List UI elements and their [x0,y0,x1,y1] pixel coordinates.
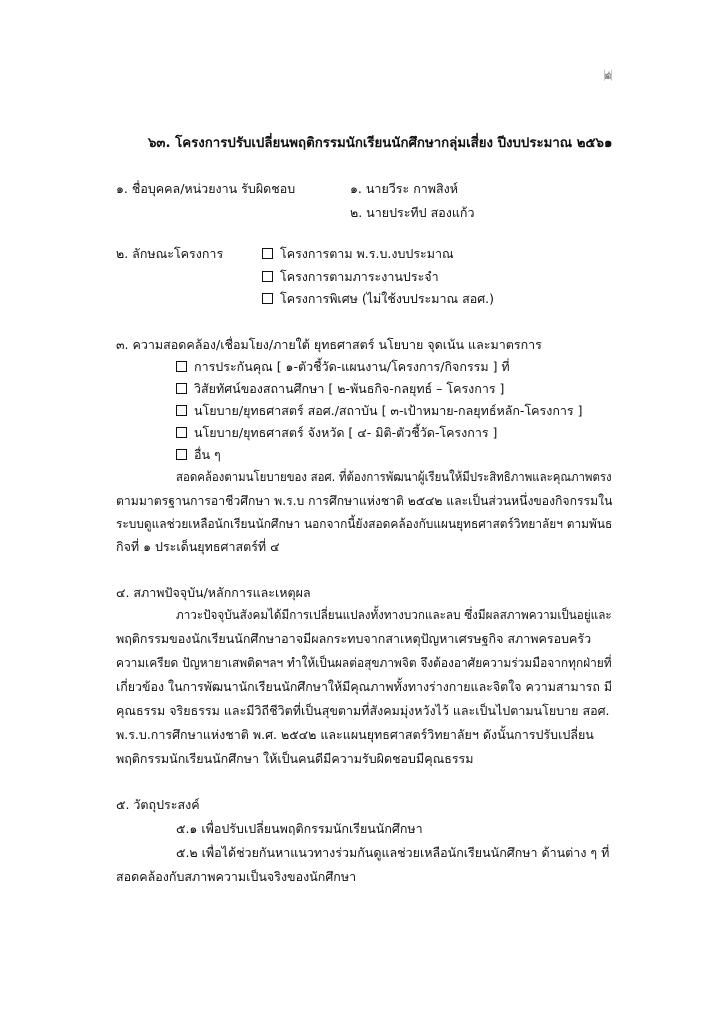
section3-label: ๓. ความสอดคล้อง/เชื่อมโยง/ภายใต้ ยุทธศาสตร์ นโยบาย จุดเน้น และมาตรการ [116,337,542,352]
checkbox-icon[interactable] [176,361,187,372]
option-label: วิสัยทัศน์ของสถานศึกษา [ ๒-พันธกิจ-กลยุทธ์ – โครงการ ] [194,381,505,396]
responsible-person-2: ๒. นายประทีป สองแก้ว [350,205,475,220]
option-label: โครงการตามภาระงานประจำ [280,269,439,284]
option-label: นโยบาย/ยุทธศาสตร์ สอศ./สถาบัน [ ๓-เป้าหมาย-กลยุทธ์หลัก-โครงการ ] [194,403,583,418]
alignment-option-2 [176,380,504,398]
section1-label: ๑. ชื่อบุคคล/หน่วยงาน รับผิดชอบ [116,181,296,196]
section3-paragraph-line-1: สอดคล้องตามนโยบายของ สอศ. ที่ต้องการพัฒนาผู้เรียนให้มีประสิทธิภาพและคุณภาพตรง [176,469,612,484]
checkbox-icon[interactable] [262,248,273,259]
objective-item-2-cont: สอดคล้องกับสภาพความเป็นจริงของนักศึกษา [116,869,357,884]
alignment-option-4 [176,424,497,442]
option-label: นโยบาย/ยุทธศาสตร์ จังหวัด [ ๔- มิติ-ตัวชี้วัด-โครงการ ] [194,425,498,440]
checkbox-icon[interactable] [176,427,187,438]
alignment-option-1 [176,358,510,376]
checkbox-icon[interactable] [262,293,273,304]
project-type-option-2 [262,268,439,286]
section4-paragraph-line-5: คุณธรรม จริยธรรม และมีวิถีชีวิตที่เป็นสุขตามที่สังคมมุ่งหวังไว้ และเป็นไปตามนโยบาย สอศ. [116,703,610,718]
option-label: อื่น ๆ [194,447,221,462]
section4-paragraph-line-6: พ.ร.บ.การศึกษาแห่งชาติ พ.ศ. ๒๕๔๒ และแผนยุทธศาสตร์วิทยาลัยฯ ดังนั้นการปรับเปลี่ยน [116,727,594,742]
option-label: โครงการพิเศษ (ไม่ใช้งบประมาณ สอศ.) [280,291,494,306]
responsible-person-1: ๑. นายวีระ กาพสิงห์ [350,181,458,196]
section3-paragraph-line-2: ตามมาตรฐานการอาชีวศึกษา พ.ร.บ การศึกษาแห่งชาติ ๒๕๔๒ และเป็นส่วนหนึ่งของกิจกรรมใน [116,493,613,508]
option-label: การประกันคุณ [ ๑-ตัวชี้วัด-แผนงาน/โครงการ/กิจกรรม ] ที่ [194,359,510,374]
section4-paragraph-line-1: ภาวะปัจจุบันสังคมได้มีการเปลี่ยนแปลงทั้งทางบวกและลบ ซึ่งมีผลสภาพความเป็นอยู่และ [176,607,612,622]
section4-paragraph-line-3: ความเครียด ปัญหายาเสพติดฯลฯ ทำให้เป็นผลต่อสุขภาพจิต จึงต้องอาศัยความร่วมมือจากทุกฝ่ายที่ [116,655,612,670]
checkbox-icon[interactable] [176,449,187,460]
objective-item-1: ๕.๑ เพื่อปรับเปลี่ยนพฤติกรรมนักเรียนนักศึกษา [176,821,423,836]
page-number: (๑๘๖) [604,67,613,82]
section3-paragraph-line-3: ระบบดูแลช่วยเหลือนักเรียนนักศึกษา นอกจากนี้ยังสอดคล้องกับแผนยุทธศาสตร์วิทยาลัยฯ ตามพันธ [116,516,613,531]
option-label: โครงการตาม พ.ร.บ.งบประมาณ [280,246,454,261]
project-type-option-1 [262,245,454,263]
document-title: ๖๓. โครงการปรับเปลี่ยนพฤติกรรมนักเรียนนักศึกษากลุ่มเสี่ยง ปีงบประมาณ ๒๕๖๑ [148,135,613,151]
alignment-option-3 [176,402,583,420]
alignment-option-5 [176,446,221,464]
section3-paragraph-line-4: กิจที่ ๑ ประเด็นยุทธศาสตร์ที่ ๔ [116,539,280,554]
objective-item-2: ๕.๒ เพื่อได้ช่วยกันหาแนวทางร่วมกันดูแลช่วยเหลือนักเรียนนักศึกษา ด้านต่าง ๆ ที่ [176,845,610,860]
checkbox-icon[interactable] [176,383,187,394]
section4-paragraph-line-2: พฤติกรรมของนักเรียนนักศึกษาอาจมีผลกระทบจากสาเหตุปัญหาเศรษฐกิจ สภาพครอบครัว [116,631,592,646]
checkbox-icon[interactable] [262,271,273,282]
section5-label: ๕. วัตถุประสงค์ [116,797,200,812]
project-type-option-3 [262,290,494,308]
section4-label: ๔. สภาพปัจจุบัน/หลักการและเหตุผล [116,585,311,600]
checkbox-icon[interactable] [176,405,187,416]
section2-label: ๒. ลักษณะโครงการ [116,246,224,261]
section4-paragraph-line-4: เกี่ยวข้อง ในการพัฒนานักเรียนนักศึกษาให้มีคุณภาพทั้งทางร่างกายและจิตใจ ความสามารถ มี [116,679,613,694]
section4-paragraph-line-7: พฤติกรรมนักเรียนนักศึกษา ให้เป็นคนดีมีความรับผิดชอบมีคุณธรรม [116,751,474,766]
